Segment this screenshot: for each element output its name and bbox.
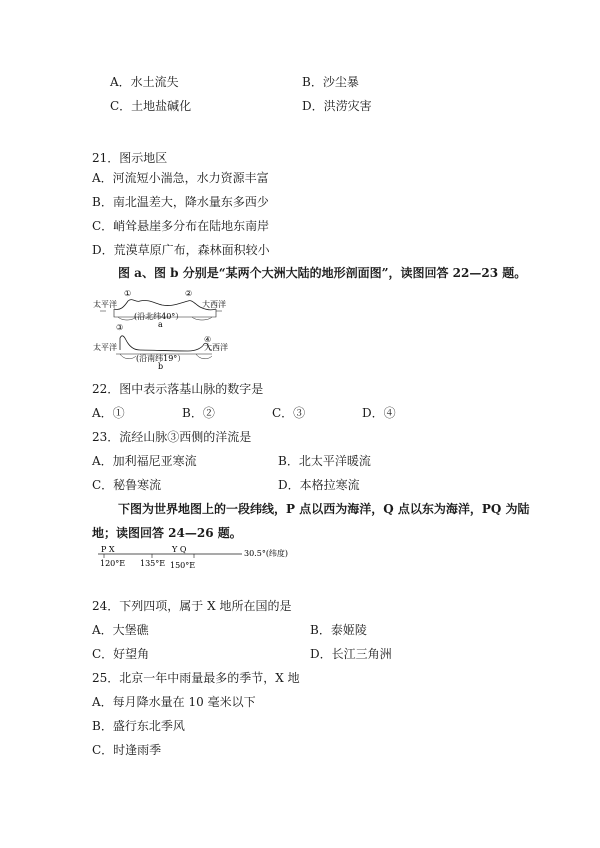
figure-b-left-ocean: 太平洋 — [93, 343, 117, 352]
q22-option-c: C．③ — [272, 406, 306, 420]
q21-stem: 21．图示地区 — [92, 151, 168, 165]
figure-b-marker-4: ④ — [204, 335, 212, 344]
figure-a-right-ocean: 大西洋 — [202, 300, 226, 309]
intro-24-26-line1: 下图为世界地图上的一段纬线，P 点以西为海洋，Q 点以东为海洋，PQ 为陆 — [118, 502, 530, 516]
q21-option-b: B．南北温差大，降水量东多西少 — [92, 195, 269, 209]
q25-stem: 25．北京一年中雨量最多的季节，X 地 — [92, 671, 300, 685]
q22-option-d: D．④ — [362, 406, 396, 420]
intro-22-23: 图 a、图 b 分别是“某两个大洲大陆的地形剖面图”，读图回答 22—23 题。 — [118, 266, 527, 280]
q21-option-d: D．荒漠草原广布，森林面积较小 — [92, 243, 270, 257]
q20-option-b: B．沙尘暴 — [302, 75, 359, 89]
figure-b-caption: (沿南纬19°） — [136, 354, 186, 363]
longitude-120: 120°E — [100, 559, 126, 568]
q24-option-d: D．长江三角洲 — [310, 647, 392, 661]
q22-stem: 22．图中表示落基山脉的数字是 — [92, 382, 264, 396]
q21-option-a: A．河流短小湍急，水力资源丰富 — [92, 171, 269, 185]
intro-24-26-line2: 地；读图回答 24—26 题。 — [92, 526, 242, 540]
q22-option-b: B．② — [182, 406, 215, 420]
latitude-label: 30.5°(纬度) — [244, 549, 289, 558]
q23-option-b: B．北太平洋暖流 — [278, 454, 371, 468]
longitude-150: 150°E — [170, 561, 196, 570]
figure-a-left-ocean: 太平洋 — [93, 300, 117, 309]
figure-a-caption: (沿北纬40°） — [134, 312, 184, 321]
q24-option-a: A．大堡礁 — [92, 623, 149, 637]
figure-b-right-ocean: 大西洋 — [204, 343, 228, 352]
q23-option-c: C．秘鲁寒流 — [92, 478, 162, 492]
q24-option-c: C．好望角 — [92, 647, 150, 661]
q21-option-c: C．峭耸悬崖多分布在陆地东南岸 — [92, 219, 270, 233]
q23-option-d: D．本格拉寒流 — [278, 478, 360, 492]
profile-figure-b — [92, 320, 242, 370]
q25-option-a: A．每月降水量在 10 毫米以下 — [92, 695, 256, 709]
q25-option-c: C．时逢雨季 — [92, 743, 162, 757]
longitude-135: 135°E — [140, 559, 166, 568]
latitude-points-left: P X — [101, 545, 115, 554]
figure-a-marker-2: ② — [185, 289, 193, 298]
figure-b-label: b — [158, 362, 164, 370]
latitude-points-right: Y Q — [172, 545, 187, 554]
q23-stem: 23．流经山脉③西侧的洋流是 — [92, 430, 252, 444]
figure-a-label: a — [158, 320, 163, 329]
figure-a-marker-1: ① — [124, 289, 132, 298]
q20-option-a: A．水土流失 — [110, 75, 179, 89]
q20-option-d: D．洪涝灾害 — [302, 99, 372, 113]
q20-option-c: C．土地盐碱化 — [110, 99, 192, 113]
q25-option-b: B．盛行东北季风 — [92, 719, 185, 733]
q24-stem: 24．下列四项，属于 X 地所在国的是 — [92, 599, 292, 613]
latitude-line-figure — [96, 544, 296, 572]
q23-option-a: A．加利福尼亚寒流 — [92, 454, 197, 468]
q22-option-a: A．① — [92, 406, 125, 420]
q24-option-b: B．泰姬陵 — [310, 623, 367, 637]
figure-b-marker-3: ③ — [116, 323, 124, 332]
